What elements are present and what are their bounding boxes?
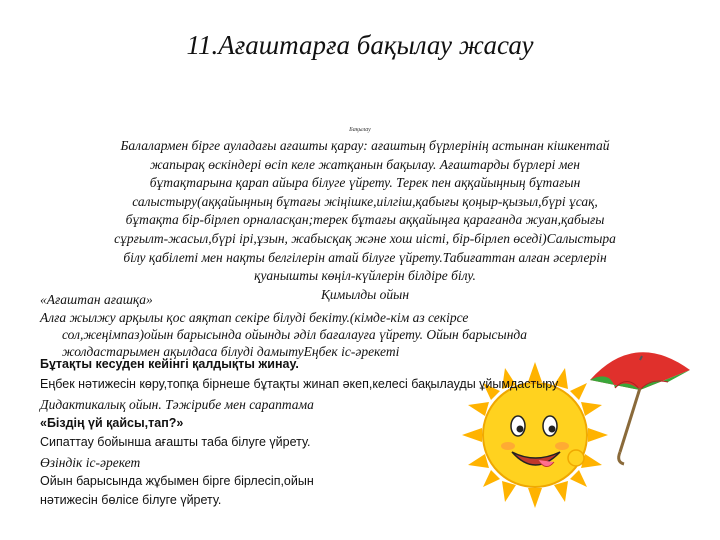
paragraph-line: салыстыру(аққайыңның бұтағы жіңішке,иілгіш,қабығы қоңыр-қызыл,бүрі ұсақ,: [132, 193, 598, 209]
paragraph-line: білу қабілеті мен нақты белгілерін атай білуге үйрету.Табиғаттан алған әсерлерін: [123, 249, 607, 265]
observation-paragraph: [58, 137, 672, 304]
content-line: Сипаттау бойынша ағашты таба білуге үйрету.: [40, 435, 311, 449]
content-line: Ойын барысында жұбымен бірге бірлесіп,ойын: [40, 474, 314, 488]
small-label: Бақылау: [349, 127, 371, 133]
didactic-game-heading: Дидактикалық ойын. Тәжірибе мен сараптама: [40, 397, 314, 412]
paragraph-line: Балалармен бірге ауладағы ағашты қарау: ағаштың бүрлерінің астынан кішкентай: [120, 138, 610, 153]
content-line: Еңбек нәтижесін көру,топқа бірнеше бұтақты жинап әкеп,келесі бақылауды ұйымдастыру: [40, 377, 559, 391]
page-title: 11.Ағаштарға бақылау жасау: [186, 30, 534, 60]
paragraph-line: сұрғылт-жасыл,бүрі ірі,ұзын, жабысқақ және хош иісті, бір-бірлеп өседі)Салыстыра: [114, 230, 616, 246]
content-line: нәтижесін бөлісе білуге үйрету.: [40, 493, 222, 507]
game-name-from-tree-to-tree: «Ағаштан ағашқа»: [40, 292, 153, 307]
paragraph-line: жапырақ өскіндері өсіп келе жатқанын бақылау. Ағаштарды бүрлері мен: [150, 156, 580, 172]
section-heading-active-game: Қимылды ойын: [320, 286, 410, 302]
paragraph-line: бұтақта бір-бірлеп орналасқан;терек бұтағы аққайыңға қарағанда жуан,қабығы: [125, 212, 605, 228]
independent-activity-heading: Өзіндік іс-әрекет: [40, 455, 141, 470]
paragraph-line: бұтақтарына қарап айыра білуге үйрету. Терек пен аққайыңның бұтағын: [149, 175, 581, 191]
content-line: сол,жеңімпаз)ойын барысында ойынды әділ бағалауға үйрету. Ойын барысында: [62, 327, 527, 342]
game-name-which-is-our-house: «Біздің үй қайсы,тап?»: [40, 416, 184, 430]
umbrella-icon: [580, 340, 700, 470]
labor-task-heading: Бұтақты кесуден кейінгі қалдықты жинау.: [40, 357, 299, 371]
content-line: Алға жылжу арқылы қос аяқтап секіре білуді бекіту.(кімде-кім аз секірсе: [40, 310, 469, 325]
paragraph-line: қуанышты көңіл-күйлерін білдіре білу.: [254, 268, 476, 284]
content-line: жолдастарымен ақылдаса білуді дамытуЕңбек іс-әрекеті: [62, 344, 400, 359]
